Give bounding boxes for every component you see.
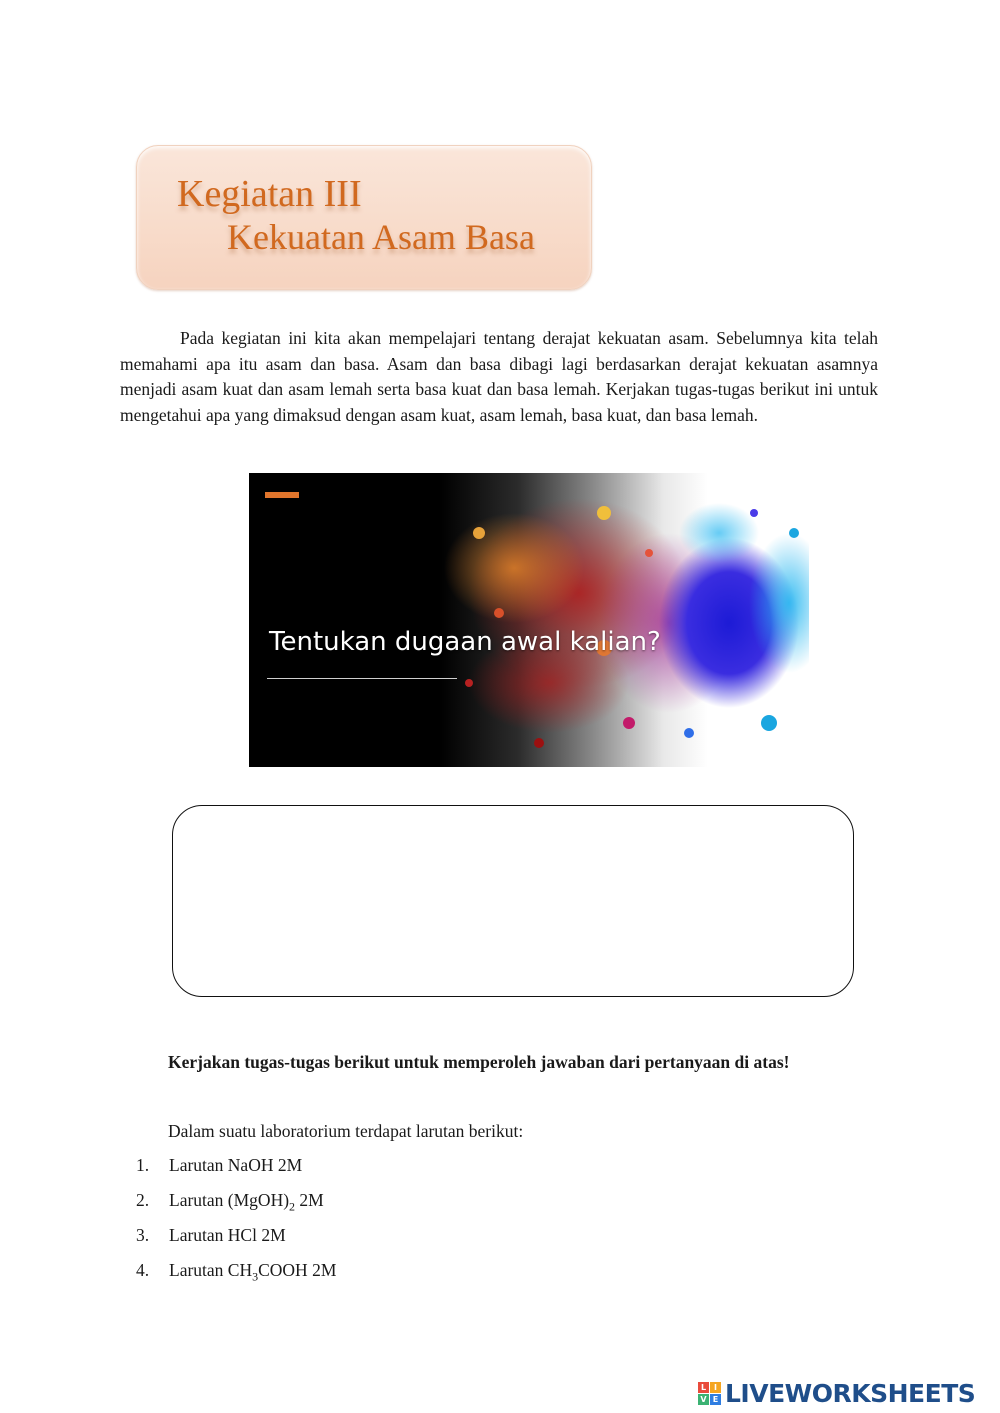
banner-question: Tentukan dugaan awal kalian?: [269, 627, 661, 657]
list-item: [136, 1190, 336, 1225]
solution-text: Larutan HCl 2M: [169, 1225, 286, 1245]
intro-paragraph: Pada kegiatan ini kita akan mempelajari tentang derajat kekuatan asam. Sebelumnya kita telah memahami apa itu asam dan basa. Asam dan basa dibagi lagi berdasarkan derajat kekuatan asamnya menjadi asam kuat dan asam lemah serta basa kuat dan basa lemah. Kerjakan tugas-tugas berikut ini untuk mengetahui apa yang dimaksud dengan asam kuat, asam lemah, basa kuat, dan basa lemah.: [120, 328, 878, 425]
list-item: [136, 1155, 336, 1190]
task-instruction: Kerjakan tugas-tugas berikut untuk memperoleh jawaban dari pertanyaan di atas!: [168, 1052, 790, 1072]
solution-text: Larutan $CH_3COOH$ 2M: [169, 1260, 337, 1284]
logo-text: LIVEWORKSHEETS: [725, 1378, 976, 1408]
activity-subtitle: Kekuatan Asam Basa: [227, 217, 535, 257]
solution-text: Larutan $(MgOH)_2$ 2M: [169, 1190, 324, 1214]
logo-mark-letter: V: [698, 1394, 709, 1405]
logo-mark-icon: [698, 1382, 721, 1405]
lab-intro-text: Dalam suatu laboratorium terdapat larutan berikut:: [168, 1121, 524, 1141]
list-number: 2.: [136, 1190, 150, 1210]
list-number: 3.: [136, 1225, 150, 1245]
logo-mark-letter: E: [710, 1394, 721, 1405]
liveworksheets-logo[interactable]: [698, 1377, 975, 1409]
title-card: [136, 145, 592, 290]
banner-accent-bar: [265, 492, 299, 498]
list-item: [136, 1260, 336, 1295]
solution-text: Larutan NaOH 2M: [169, 1155, 303, 1175]
list-number: 1.: [136, 1155, 150, 1175]
answer-text-box[interactable]: [172, 805, 854, 997]
banner-image: [249, 473, 809, 767]
list-number: 4.: [136, 1260, 150, 1280]
activity-title: Kegiatan III: [177, 173, 362, 215]
solution-list: [136, 1155, 336, 1295]
list-item: [136, 1225, 336, 1260]
logo-mark-letter: L: [698, 1382, 709, 1393]
banner-underline: [267, 678, 457, 679]
logo-mark-letter: I: [710, 1382, 721, 1393]
paint-splash-graphic: [249, 473, 809, 767]
